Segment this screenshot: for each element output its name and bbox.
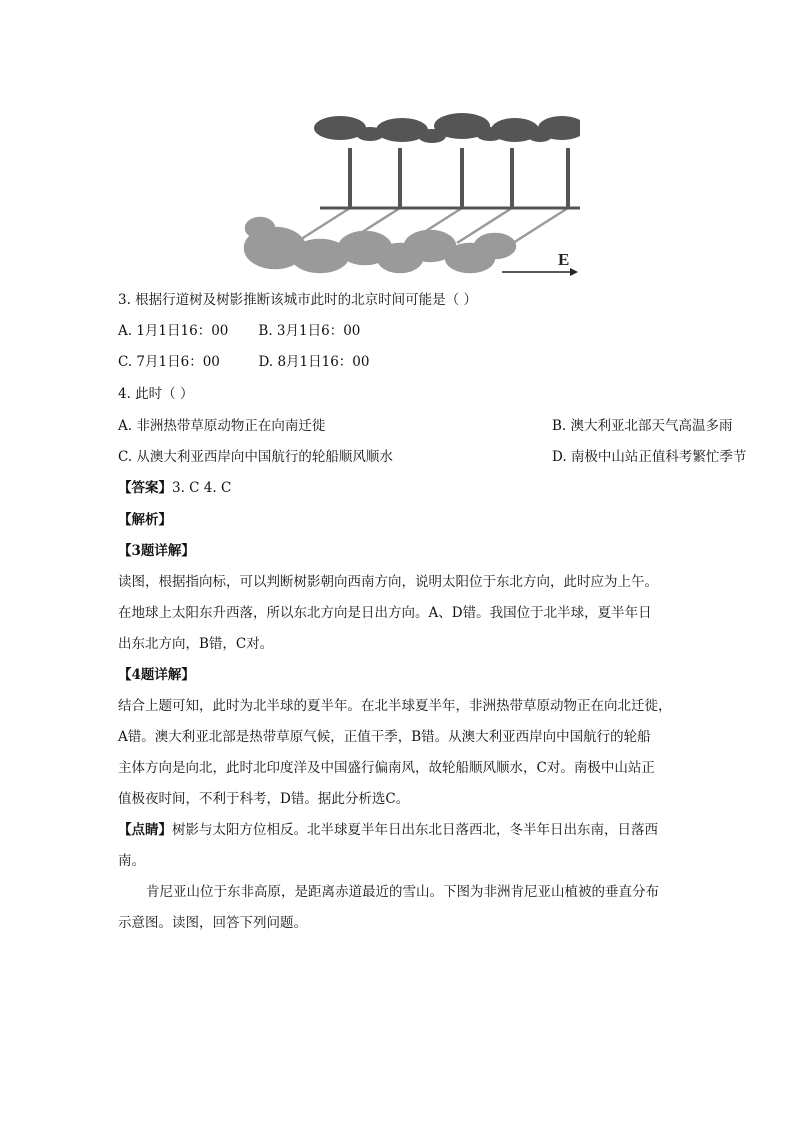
q3-options-row1: [118, 321, 360, 341]
tip-line-2: 南。: [118, 853, 145, 869]
q4-option-d: D. 南极中山站正值科考繁忙季节: [552, 449, 747, 465]
tip-line: [118, 820, 658, 840]
q4-detail-line: A错。澳大利亚北部是热带草原气候，正值干季，B错。从澳大利亚西岸向中国航行的轮船: [118, 729, 651, 745]
trees: [314, 113, 580, 208]
q4-options-row2: [118, 447, 747, 467]
intro-paragraph-2: 示意图。读图，回答下列问题。: [118, 915, 307, 931]
q3-stem: 3. 根据行道树及树影推断该城市此时的北京时间可能是（ ）: [118, 292, 477, 308]
q3-option-d: D. 8月1日16：00: [258, 354, 370, 370]
q4-detail-line: 值极夜时间，不利于科考，D错。据此分析选C。: [118, 791, 410, 807]
answer-line: [118, 478, 231, 498]
tip-tag: 【点睛】: [118, 822, 172, 838]
q3-detail-tag: 【3题详解】: [118, 543, 195, 559]
east-arrow-icon: [502, 268, 578, 276]
q3-options-row2: [118, 352, 369, 372]
q4-detail-tag: 【4题详解】: [118, 667, 195, 683]
q4-detail-line: 结合上题可知，此时为北半球的夏半年。在北半球夏半年，非洲热带草原动物正在向北迁徙，: [118, 698, 672, 714]
q3-option-a: A. 1月1日16：00: [118, 323, 229, 339]
tree-shadow-figure: [240, 108, 580, 278]
q4-option-c: C. 从澳大利亚西岸向中国航行的轮船顺风顺水: [118, 449, 393, 465]
q3-option-c: C. 7月1日6：00: [118, 354, 220, 370]
q3-detail-line: 读图，根据指向标，可以判断树影朝向西南方向，说明太阳位于东北方向，此时应为上午。: [118, 574, 658, 590]
direction-label: E: [558, 250, 570, 269]
q4-option-a: A. 非洲热带草原动物正在向南迁徙: [118, 418, 326, 434]
tree-shadows: [245, 208, 568, 272]
answer-tag: 【答案】: [118, 480, 172, 496]
analysis-tag: 【解析】: [118, 512, 172, 528]
q4-option-b: B. 澳大利亚北部天气高温多雨: [552, 418, 733, 434]
q3-option-b: B. 3月1日6：00: [258, 323, 361, 339]
intro-paragraph: 肯尼亚山位于东非高原，是距离赤道最近的雪山。下图为非洲肯尼亚山植被的垂直分布: [146, 884, 659, 900]
q4-stem: 4. 此时（ ）: [118, 386, 194, 402]
tip-text: 树影与太阳方位相反。北半球夏半年日出东北日落西北，冬半年日出东南，日落西: [172, 822, 658, 838]
q4-detail-line: 主体方向是向北，此时北印度洋及中国盛行偏南风，故轮船顺风顺水，C对。南极中山站正: [118, 760, 655, 776]
q4-options-row1: [118, 416, 733, 436]
q3-detail-line: 出东北方向，B错，C对。: [118, 636, 274, 652]
q3-detail-line: 在地球上太阳东升西落，所以东北方向是日出方向。A、D错。我国位于北半球，夏半年日: [118, 605, 652, 621]
answer-text: 3. C 4. C: [172, 480, 232, 496]
